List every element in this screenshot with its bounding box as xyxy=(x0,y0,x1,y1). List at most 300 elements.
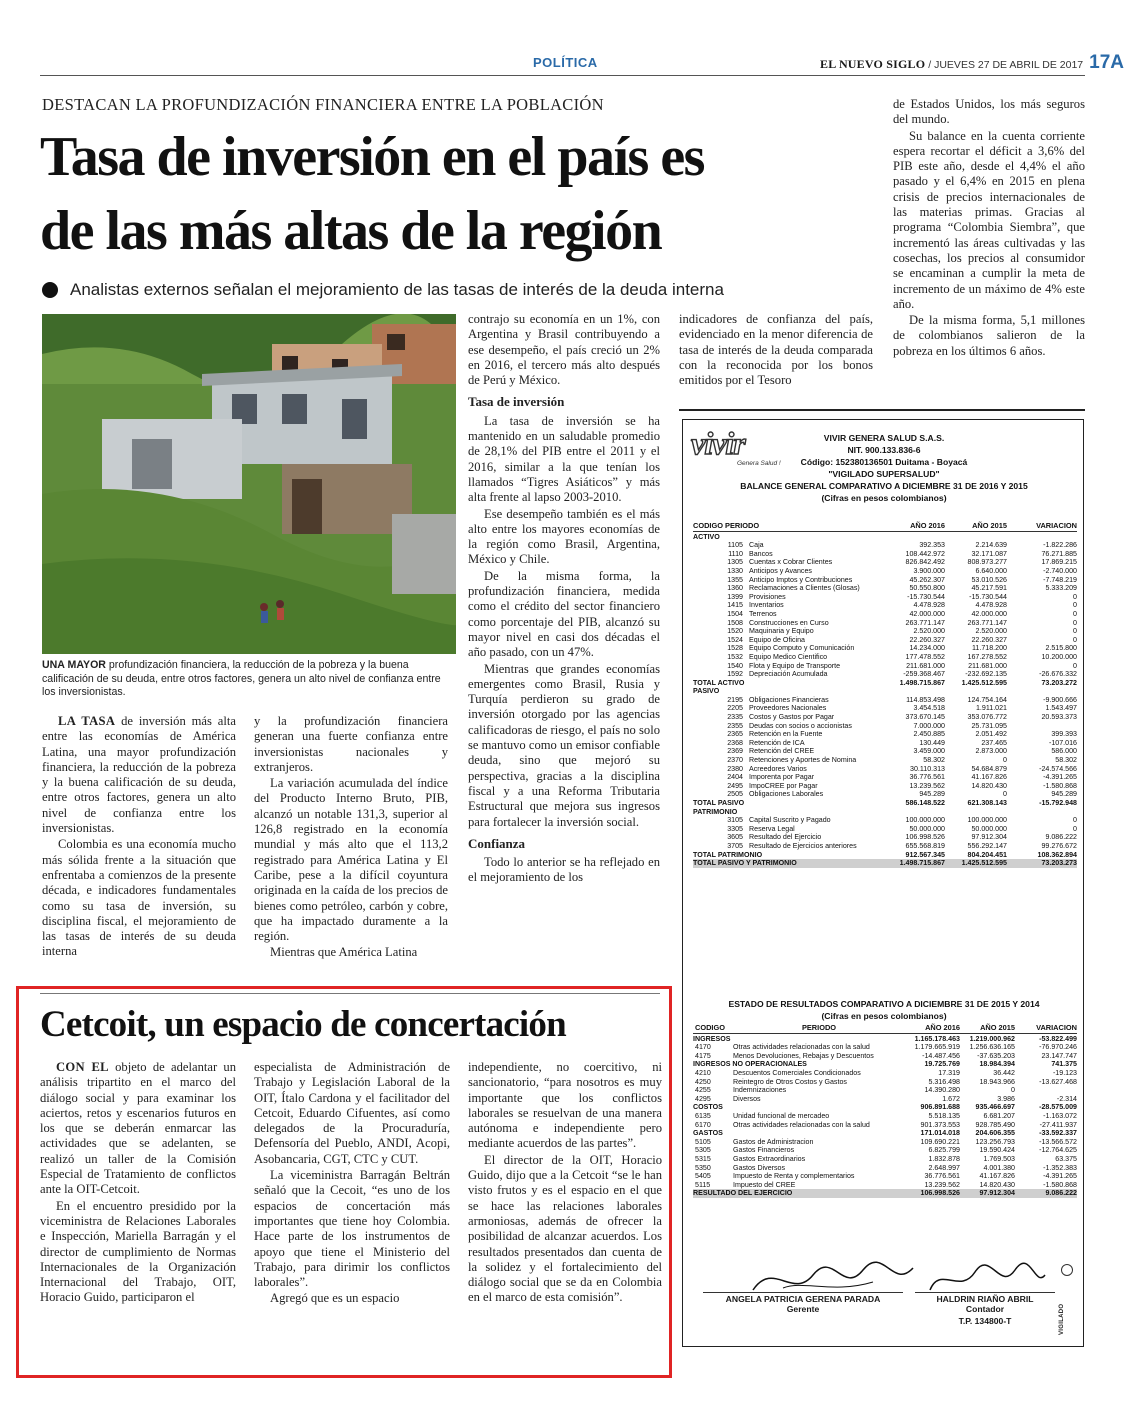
balance-cell-year-2015: 1.425.512.595 xyxy=(961,678,1007,687)
results-cell-year-2016: -14.487.456 xyxy=(922,1051,960,1060)
results-cell-year-2015: 1.219.000.962 xyxy=(969,1034,1015,1043)
balance-cell-code: 1110 xyxy=(728,549,743,558)
balance-cell-year-2015: -15.730.544 xyxy=(969,592,1007,601)
results-header-variacion: VARIACION xyxy=(1036,1023,1077,1032)
balance-cell-year-2016: 3.454.518 xyxy=(913,704,945,713)
col3-p4: De la misma forma, la profundización financiera, medida como el crédito del sector financiero como porcentaje del PIB, alcanzó su mayor nivel en casi dos décadas el año pasado, con un 47%. xyxy=(468,568,660,660)
results-cell-variation: -1.580.868 xyxy=(1043,1180,1077,1189)
results-cell-account: Otras actividades relacionadas con la salud xyxy=(733,1120,870,1129)
balance-cell-year-2015: 621.308.143 xyxy=(967,799,1007,807)
results-row xyxy=(693,1086,1077,1095)
balance-cell-variation: -15.792.948 xyxy=(1039,799,1077,807)
results-cell-year-2016: 109.690.221 xyxy=(920,1137,960,1146)
balance-cell-year-2016: 36.776.561 xyxy=(909,773,945,782)
balance-cell-account: Retenciones y Aportes de Nomina xyxy=(749,756,857,765)
cetcoit-c3-p1: independiente, no coercitivo, ni sancionatorio, “para nosotros es muy importante que los conflictos laborales se resuelvan de una manera autónoma e independiente pero mediante acuerdos de las partes”. xyxy=(468,1060,662,1151)
balance-row xyxy=(693,696,1077,705)
results-row xyxy=(693,1043,1077,1052)
balance-cell-variation: 0 xyxy=(1073,635,1077,644)
balance-cell-variation xyxy=(1007,808,1077,817)
results-cell-year-2016: 19.725.769 xyxy=(924,1060,960,1069)
header-rule xyxy=(40,75,1085,76)
balance-row xyxy=(693,653,1077,662)
balance-cell-year-2016: 22.260.327 xyxy=(909,635,945,644)
results-cell-year-2015: 1.769.503 xyxy=(983,1154,1015,1163)
balance-cell-year-2016: 30.110.313 xyxy=(910,764,945,773)
results-cell-account: INGRESOS NO OPERACIONALES xyxy=(693,1060,807,1069)
col1-p1: de inversión más alta entre las economías de América Latina, una mayor profundización financiera, la reducción de la pobreza y la buena calificación de su deuda, entre otros factores, genera un alto nivel de confianza entre los inversionistas. xyxy=(42,714,236,836)
balance-cell-year-2015: 1.425.512.595 xyxy=(961,859,1007,868)
balance-cell-code: 2355 xyxy=(727,721,743,730)
balance-cell-year-2016: 1.498.715.867 xyxy=(899,678,945,687)
balance-cell-account: Resultado del Ejercicio xyxy=(749,833,822,842)
balance-row xyxy=(693,558,1077,567)
balance-cell-year-2016: 13.239.562 xyxy=(909,781,945,790)
cetcoit-c2-p3: Agregó que es un espacio xyxy=(270,1291,400,1306)
balance-cell-code: 1540 xyxy=(727,661,743,670)
balance-cell-variation: 0 xyxy=(1073,627,1077,636)
balance-cell-year-2016: 1.498.715.867 xyxy=(899,859,945,868)
balance-cell-variation: -9.900.666 xyxy=(1043,695,1077,704)
balance-cell-account: Costos y Gastos por Pagar xyxy=(749,713,835,722)
balance-cell-year-2016: 912.567.345 xyxy=(905,850,945,859)
balance-cell-code: 2404 xyxy=(727,773,743,782)
results-cell-account: Impuesto del CREE xyxy=(733,1180,796,1189)
results-row xyxy=(693,1121,1077,1130)
caption-lead: UNA MAYOR xyxy=(42,659,106,671)
supervision-note: "VIGILADO SUPERSALUD" xyxy=(828,469,940,479)
article-column-5 xyxy=(893,97,1085,360)
balance-cell-year-2015: 237.465 xyxy=(981,738,1007,747)
balance-cell-account: ACTIVO xyxy=(693,532,720,541)
results-cell-variation: 23.147.747 xyxy=(1041,1051,1077,1060)
balance-row xyxy=(693,550,1077,559)
results-cell-account: Diversos xyxy=(733,1094,761,1103)
balance-cell-year-2016: 211.681.000 xyxy=(906,661,945,670)
balance-row xyxy=(693,679,1077,688)
balance-cell-variation: 0 xyxy=(1073,816,1077,825)
results-cell-account: Gastos de Administracion xyxy=(733,1137,814,1146)
balance-row xyxy=(693,859,1077,868)
results-cell-code: 6170 xyxy=(695,1120,711,1129)
balance-cell-variation: 9.086.222 xyxy=(1045,833,1077,842)
cetcoit-column-1 xyxy=(40,1060,236,1307)
balance-cell-variation: -1.580.868 xyxy=(1043,781,1077,790)
balance-cell-year-2015: 22.260.327 xyxy=(971,635,1007,644)
results-cell-account: Gastos Diversos xyxy=(733,1163,786,1172)
results-subtitle: (Cifras en pesos colombianos) xyxy=(821,1011,947,1021)
balance-cell-year-2016: 7.000.000 xyxy=(913,721,945,730)
balance-cell-variation: 945.289 xyxy=(1051,790,1077,799)
balance-cell-year-2015: 42.000.000 xyxy=(971,609,1007,618)
balance-cell-variation: -107.016 xyxy=(1048,738,1077,747)
balance-row xyxy=(693,730,1077,739)
balance-cell-account: Deudas con socios o accionistas xyxy=(749,721,852,730)
accountant-tp: T.P. 134800-T xyxy=(958,1316,1012,1326)
results-cell-year-2016: 1.179.665.919 xyxy=(914,1043,960,1052)
balance-cell-account: Imporenta por Pagar xyxy=(749,773,815,782)
balance-cell-year-2015: 2.214.639 xyxy=(975,541,1007,550)
balance-table-header xyxy=(693,522,1077,532)
balance-cell-code: 2495 xyxy=(727,781,743,790)
balance-row xyxy=(693,713,1077,722)
balance-cell-account: Reserva Legal xyxy=(749,824,795,833)
balance-cell-account: Equipo de Oficina xyxy=(749,635,805,644)
results-cell-year-2016: 17.319 xyxy=(938,1068,960,1077)
balance-cell-variation: -7.748.219 xyxy=(1043,575,1077,584)
balance-table xyxy=(693,522,1077,868)
results-row xyxy=(693,1095,1077,1104)
results-cell-variation: 63.375 xyxy=(1055,1154,1077,1163)
results-table-body xyxy=(693,1035,1077,1198)
results-cell-account: RESULTADO DEL EJERCICIO xyxy=(693,1189,793,1198)
balance-cell-year-2016: 106.998.526 xyxy=(905,833,945,842)
balance-cell-year-2015: 6.640.000 xyxy=(975,566,1007,575)
results-cell-account: Gastos Extraordinarios xyxy=(733,1154,806,1163)
balance-cell-variation: 10.200.000 xyxy=(1041,652,1077,661)
balance-cell-code: 3305 xyxy=(727,824,743,833)
balance-row xyxy=(693,739,1077,748)
cetcoit-rule xyxy=(40,993,660,994)
balance-cell-variation: 108.362.894 xyxy=(1037,850,1077,859)
results-cell-year-2015: -37.635.203 xyxy=(977,1051,1015,1060)
balance-title: BALANCE GENERAL COMPARATIVO A DICIEMBRE 31 DE 2016 Y 2015 xyxy=(740,481,1028,491)
balance-cell-variation: 1.543.497 xyxy=(1045,704,1077,713)
balance-cell-account: Anticipo Imptos y Contribuciones xyxy=(749,575,853,584)
balance-cell-variation: 586.000 xyxy=(1051,747,1077,756)
results-row xyxy=(693,1181,1077,1190)
financial-ad xyxy=(682,419,1084,1347)
results-cell-year-2016: 1.832.878 xyxy=(928,1154,960,1163)
results-cell-year-2015: 935.466.697 xyxy=(975,1103,1015,1112)
balance-cell-account: PATRIMONIO xyxy=(693,807,738,816)
balance-cell-year-2016: 42.000.000 xyxy=(909,609,945,618)
balance-cell-code: 2505 xyxy=(727,790,743,799)
results-row xyxy=(693,1129,1077,1138)
balance-cell-year-2015: 1.911.021 xyxy=(975,704,1007,713)
results-row xyxy=(693,1189,1077,1198)
results-row xyxy=(693,1103,1077,1112)
signature-manager xyxy=(703,1260,903,1340)
balance-cell-year-2015: 4.478.928 xyxy=(975,601,1007,610)
results-cell-account: Reintegro de Otros Costos y Gastos xyxy=(733,1077,847,1086)
balance-cell-year-2016: -259.368.467 xyxy=(903,670,945,679)
balance-cell-account: TOTAL PATRIMONIO xyxy=(693,850,763,859)
balance-cell-year-2016: 50.550.800 xyxy=(909,584,945,593)
balance-row xyxy=(693,722,1077,731)
headline-line-2: de las más altas de la región xyxy=(40,200,662,262)
balance-cell-year-2016 xyxy=(883,533,945,542)
results-cell-year-2016: 5.518.135 xyxy=(928,1111,960,1120)
balance-cell-account: Acreedores Varios xyxy=(749,764,807,773)
article-column-3 xyxy=(468,312,660,887)
caption-text: profundización financiera, la reducción de la pobreza y la buena calificación de su deuda, entre otros factores, genera un alto nivel de confianza entre los inversionistas. xyxy=(42,659,441,698)
balance-cell-year-2016: 392.353 xyxy=(919,541,945,550)
balance-cell-account: Terrenos xyxy=(749,609,777,618)
col3-p6: Todo lo anterior se ha reflejado en el mejoramiento de los xyxy=(468,855,660,885)
balance-cell-year-2015: 2.520.000 xyxy=(975,627,1007,636)
balance-cell-account: Retención en la Fuente xyxy=(749,730,823,739)
results-cell-code: 4175 xyxy=(695,1051,711,1060)
balance-cell-year-2016: 50.000.000 xyxy=(909,824,945,833)
balance-cell-year-2015: 556.292.147 xyxy=(967,841,1007,850)
balance-cell-account: Obligaciones Laborales xyxy=(749,790,824,799)
accountant-role: Contador xyxy=(965,1304,1005,1314)
balance-cell-year-2015: 25.731.095 xyxy=(971,721,1007,730)
balance-cell-year-2015: 211.681.000 xyxy=(968,661,1007,670)
balance-cell-variation: 5.333.209 xyxy=(1045,584,1077,593)
results-cell-variation: -76.970.246 xyxy=(1039,1043,1077,1052)
results-cell-variation: -13.566.572 xyxy=(1039,1137,1077,1146)
balance-cell-variation: 0 xyxy=(1073,618,1077,627)
results-cell-account: Indemnizaciones xyxy=(733,1086,787,1095)
balance-cell-year-2016: 3.459.000 xyxy=(913,747,945,756)
cetcoit-column-3 xyxy=(468,1060,662,1307)
col5-p3: De la misma forma, 5,1 millones de colombianos salieron de la pobreza en los últimos 6 años. xyxy=(893,313,1085,358)
results-row xyxy=(693,1155,1077,1164)
balance-row xyxy=(693,756,1077,765)
results-row xyxy=(693,1146,1077,1155)
results-title: ESTADO DE RESULTADOS COMPARATIVO A DICIEMBRE 31 DE 2015 Y 2014 xyxy=(728,999,1040,1009)
results-cell-year-2015: 4.001.380 xyxy=(983,1163,1015,1172)
balance-cell-year-2015: 2.873.000 xyxy=(975,747,1007,756)
balance-cell-account: Anticipos y Avances xyxy=(749,566,812,575)
col1-lead: LA TASA xyxy=(58,714,116,728)
balance-row xyxy=(693,799,1077,808)
balance-row xyxy=(693,627,1077,636)
results-cell-code: 5350 xyxy=(695,1163,711,1172)
balance-row xyxy=(693,576,1077,585)
balance-cell-account: Equipo Medico Cientifico xyxy=(749,652,828,661)
results-cell-year-2016: 901.373.553 xyxy=(920,1120,960,1129)
balance-row xyxy=(693,747,1077,756)
balance-cell-code: 2380 xyxy=(727,764,743,773)
article-column-1 xyxy=(42,714,236,961)
results-cell-year-2015: 928.785.490 xyxy=(975,1120,1015,1129)
balance-cell-code: 1105 xyxy=(727,541,743,550)
results-row xyxy=(693,1069,1077,1078)
results-header-2015: AÑO 2015 xyxy=(980,1023,1015,1032)
balance-cell-code: 2370 xyxy=(727,756,743,765)
balance-cell-year-2015: 353.076.772 xyxy=(967,713,1007,722)
cetcoit-c1-p2: En el encuentro presidido por la viceministra de Relaciones Laborales e Inspección, Mariella Barragán y el director de cumplimiento de Normas Internacionales de la Organización Internacional del Trabajo, OIT, Horacio Guido, participaron el xyxy=(40,1198,236,1305)
results-cell-variation: -1.163.072 xyxy=(1043,1111,1077,1120)
balance-cell-year-2015: 50.000.000 xyxy=(971,824,1007,833)
bullet-icon xyxy=(42,282,58,298)
col3-subhead-1: Tasa de inversión xyxy=(468,394,565,410)
balance-cell-code: 2365 xyxy=(727,730,743,739)
balance-cell-year-2015: 32.171.087 xyxy=(971,549,1007,558)
col1-p2: Colombia es una economía mucho más sólida frente a la situación que enfrentaba a comienzos de la presente década, e indicadores fundamentales como su tasa de inversión, su disciplina fiscal, el mejoramiento de las tasas de interés de su deuda interna xyxy=(42,837,236,959)
results-cell-year-2015: 41.167.826 xyxy=(979,1172,1015,1181)
balance-cell-code: 1305 xyxy=(727,558,743,567)
balance-cell-year-2015: 54.684.879 xyxy=(971,764,1007,773)
balance-cell-account: Retención de ICA xyxy=(749,738,805,747)
results-cell-variation: -27.411.937 xyxy=(1039,1120,1077,1129)
balance-subtitle: (Cifras en pesos colombianos) xyxy=(821,493,947,503)
results-row xyxy=(693,1078,1077,1087)
kicker: DESTACAN LA PROFUNDIZACIÓN FINANCIERA ENTRE LA POBLACIÓN xyxy=(42,95,604,114)
col2-p3: Mientras que América Latina xyxy=(270,945,418,960)
balance-cell-variation: -26.676.332 xyxy=(1039,670,1077,679)
balance-cell-year-2015: -232.692.135 xyxy=(965,670,1007,679)
col3-p5: Mientras que grandes economías emergentes como Brasil, Rusia y Turquía perdieron su grado de inversión otorgado por las agencias calificadoras de riesgo, el país no solo se mantuvo como un emisor confiable deuda, sino que mejoró su perspectiva, gracias a la disciplina fiscal y a una Reforma Tributaria Estructural que mejora sus ingresos para fortalecer la inversión social. xyxy=(468,661,661,829)
col3-p3: Ese desempeño también es el más alto entre los mayores economías de la región como Brasil, Argentina, México y Chile. xyxy=(468,506,660,567)
results-row xyxy=(693,1164,1077,1173)
col2-p1: y la profundización financiera generan una fuerte confianza entre inversionistas nacionales y extranjeros. xyxy=(254,714,448,774)
balance-cell-code: 2368 xyxy=(727,738,743,747)
results-cell-year-2016: 5.316.498 xyxy=(928,1077,960,1086)
results-table xyxy=(693,1024,1077,1198)
balance-cell-year-2016 xyxy=(883,808,945,817)
article-column-4 xyxy=(679,312,873,389)
balance-cell-account: Reclamaciones a Clientes (Glosas) xyxy=(749,584,860,593)
balance-row xyxy=(693,593,1077,602)
balance-row xyxy=(693,567,1077,576)
balance-cell-year-2015: 41.167.826 xyxy=(971,773,1007,782)
hillside-houses-image xyxy=(42,314,456,654)
balance-cell-year-2015: 97.912.304 xyxy=(971,833,1007,842)
balance-cell-year-2016: 14.234.000 xyxy=(909,644,945,653)
balance-cell-account: Maquinaria y Equipo xyxy=(749,627,814,636)
balance-row xyxy=(693,842,1077,851)
results-cell-account: Otras actividades relacionadas con la salud xyxy=(733,1043,870,1052)
balance-cell-account: Provisiones xyxy=(749,592,786,601)
results-cell-variation: -1.352.383 xyxy=(1043,1163,1077,1172)
balance-cell-variation: 0 xyxy=(1073,592,1077,601)
balance-cell-year-2016: 945.289 xyxy=(919,790,945,799)
results-cell-year-2015: 36.442 xyxy=(993,1068,1015,1077)
balance-cell-year-2015: 2.051.492 xyxy=(975,730,1007,739)
supersalud-icon xyxy=(1061,1264,1073,1276)
balance-cell-year-2016: 586.148.522 xyxy=(905,799,945,807)
balance-cell-code: 1415 xyxy=(727,601,743,610)
results-cell-code: 4170 xyxy=(695,1043,711,1052)
company-name: VIVIR GENERA SALUD S.A.S. xyxy=(823,433,945,443)
results-cell-account: Gastos Financieros xyxy=(733,1146,795,1155)
balance-table-body xyxy=(693,533,1077,868)
cetcoit-column-2 xyxy=(254,1060,450,1308)
balance-cell-variation xyxy=(1007,687,1077,696)
balance-header-2016: AÑO 2016 xyxy=(910,521,945,530)
balance-row xyxy=(693,825,1077,834)
col5-p1: de Estados Unidos, los más seguros del mundo. xyxy=(893,97,1085,127)
results-cell-variation: -33.592.337 xyxy=(1039,1129,1077,1138)
balance-row xyxy=(693,851,1077,860)
balance-row xyxy=(693,601,1077,610)
balance-cell-account: Equipo Computo y Comunicación xyxy=(749,644,855,653)
balance-cell-code: 1355 xyxy=(727,575,743,584)
paper-name: EL NUEVO SIGLO xyxy=(820,57,926,71)
balance-cell-year-2016: 177.478.552 xyxy=(905,652,945,661)
results-cell-year-2015: 6.681.207 xyxy=(983,1111,1015,1120)
results-cell-variation xyxy=(1015,1086,1077,1095)
results-cell-account: COSTOS xyxy=(693,1103,723,1112)
balance-row xyxy=(693,584,1077,593)
logo-text: vivir xyxy=(691,425,745,461)
section-label: POLÍTICA xyxy=(533,55,598,70)
balance-cell-year-2016: 655.568.819 xyxy=(905,841,945,850)
results-cell-account: Unidad funcional de mercadeo xyxy=(733,1111,830,1120)
balance-cell-year-2015 xyxy=(945,808,1007,817)
headline-line-1: Tasa de inversión en el país es xyxy=(40,126,704,188)
masthead xyxy=(820,52,1124,74)
balance-cell-year-2016: 3.900.000 xyxy=(913,566,945,575)
balance-row xyxy=(693,790,1077,799)
results-table-header xyxy=(693,1024,1077,1034)
results-cell-account: Menos Devoluciones, Rebajas y Descuentos xyxy=(733,1051,874,1060)
results-cell-year-2015: 19.590.424 xyxy=(979,1146,1015,1155)
balance-cell-code: 3705 xyxy=(727,841,743,850)
results-cell-year-2016: 14.390.280 xyxy=(924,1086,960,1095)
results-cell-code: 5105 xyxy=(695,1137,711,1146)
results-cell-account: INGRESOS xyxy=(693,1034,731,1043)
balance-cell-code: 1399 xyxy=(727,592,743,601)
results-cell-year-2016: 36.776.561 xyxy=(924,1172,960,1181)
balance-row xyxy=(693,619,1077,628)
balance-cell-account: ImpoCREE por Pagar xyxy=(749,781,818,790)
results-cell-code: 5315 xyxy=(695,1154,711,1163)
cetcoit-c3-p2: El director de la OIT, Horacio Guido, dijo que a la Cetcoit “se le han visto frutos y es el espacio en el que se hace las relaciones laborales armoniosas, además de ofrecer la posibilidad de alcanzar acuerdos. Los resultados presentados dan cuenta de la solidez y el fortalecimiento del diálogo social que se da en Colombia en el marco de esta comisión”. xyxy=(468,1152,662,1305)
ad-top-rule xyxy=(679,409,1085,411)
results-cell-variation: -19.123 xyxy=(1052,1068,1077,1077)
balance-cell-code: 1508 xyxy=(727,618,743,627)
balance-cell-year-2016: -15.730.544 xyxy=(907,592,945,601)
balance-cell-code: 2335 xyxy=(727,713,743,722)
results-row xyxy=(693,1035,1077,1044)
balance-cell-variation: 58.302 xyxy=(1055,756,1077,765)
results-cell-year-2016: 1.165.178.463 xyxy=(914,1034,960,1043)
balance-row xyxy=(693,833,1077,842)
logo-tagline: Genera Salud ! xyxy=(737,460,781,467)
balance-cell-account: Obligaciones Financieras xyxy=(749,695,829,704)
results-cell-variation: -4.391.265 xyxy=(1043,1172,1077,1181)
subtitle-text: Analistas externos señalan el mejoramiento de las tasas de interés de la deuda interna xyxy=(70,280,724,299)
balance-cell-year-2016: 826.842.492 xyxy=(905,558,945,567)
results-cell-year-2016: 106.998.526 xyxy=(920,1189,960,1198)
col2-p2: La variación acumulada del índice del Producto Interno Bruto, PIB, alcanzó un notable 131,3, superior al 126,8 registrado en la economía mundial y más alto que el 113,2 registrado para América Latina y El Caribe, pese a la difícil coyuntura originada en la caída de los precios de bienes como petróleo, carbón y cobre, que ha impactado duramente a la región. xyxy=(254,776,448,944)
results-cell-year-2015: 18.984.394 xyxy=(979,1060,1015,1069)
cetcoit-c2-p2: La viceministra Barragán Beltrán señaló que la Cecoit, “es uno de los espacios de concertación más importantes que tiene hoy Colombia. Hace parte de los instrumentos de apoyo que tiene el Ministerio del Trabajo, para dirimir los conflictos laborales”. xyxy=(254,1168,450,1290)
results-cell-year-2016: 2.648.997 xyxy=(928,1163,960,1172)
results-cell-variation: -12.764.625 xyxy=(1039,1146,1077,1155)
results-cell-code: 4250 xyxy=(695,1077,711,1086)
balance-cell-year-2015: 167.278.552 xyxy=(967,652,1007,661)
balance-cell-year-2015 xyxy=(945,687,1007,696)
balance-cell-year-2016: 100.000.000 xyxy=(905,816,945,825)
balance-cell-year-2015: 0 xyxy=(1003,790,1007,799)
balance-cell-variation: -4.391.265 xyxy=(1043,773,1077,782)
company-code: Código: 152380136501 Duitama - Boyacá xyxy=(800,457,968,467)
balance-cell-account: Inventarios xyxy=(749,601,784,610)
results-cell-code: 5305 xyxy=(695,1146,711,1155)
balance-cell-account: Bancos xyxy=(749,549,773,558)
results-cell-year-2016: 13.239.562 xyxy=(924,1180,960,1189)
results-cell-year-2015: 3.986 xyxy=(997,1094,1015,1103)
results-cell-year-2015: 123.256.793 xyxy=(975,1137,1015,1146)
balance-cell-code: 1592 xyxy=(727,670,743,679)
balance-row xyxy=(693,533,1077,542)
balance-cell-variation: -2.740.000 xyxy=(1043,566,1077,575)
balance-cell-year-2016: 114.853.498 xyxy=(906,695,945,704)
results-cell-year-2015: 0 xyxy=(1011,1086,1015,1095)
balance-cell-code: 3105 xyxy=(727,816,743,825)
manager-role: Gerente xyxy=(786,1304,820,1314)
balance-cell-variation: 0 xyxy=(1073,824,1077,833)
balance-cell-variation: 17.869.215 xyxy=(1041,558,1077,567)
results-header-codigo: CODIGO xyxy=(695,1023,725,1032)
balance-row xyxy=(693,662,1077,671)
